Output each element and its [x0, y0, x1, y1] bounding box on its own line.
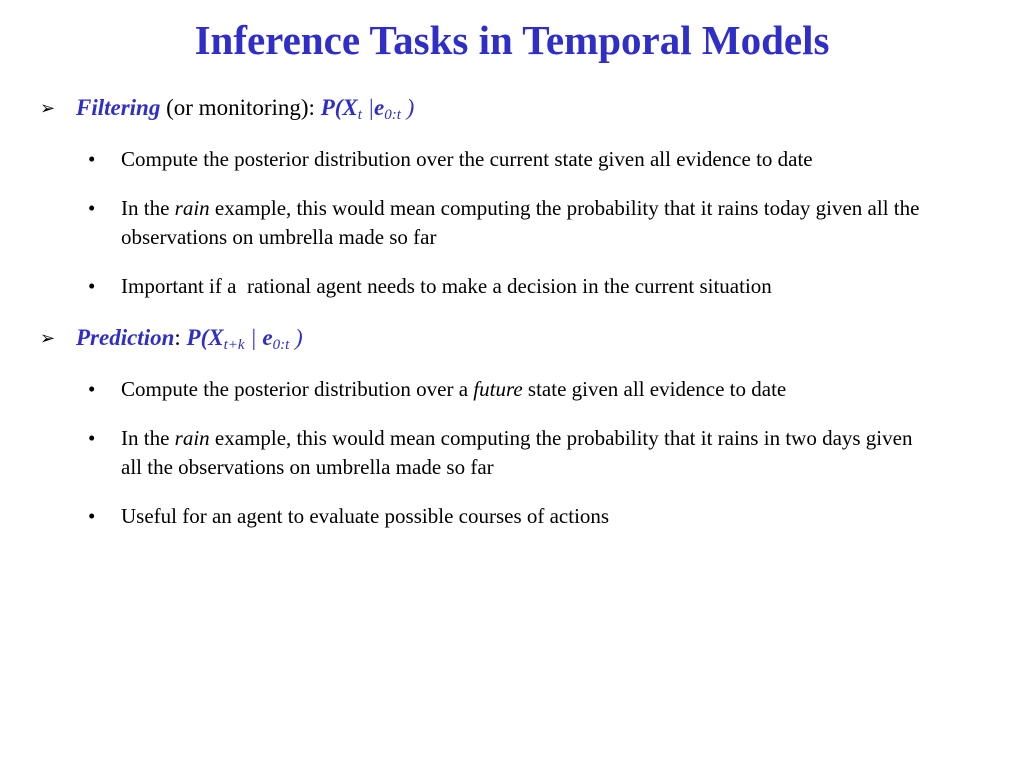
- filtering-formula: $P(X_t$ $|e_{0:t}$ ): [320, 95, 415, 123]
- bullet-text: In the rain example, this would mean computing the probability that it rains in two days given all the observations on umbrella made so far: [121, 426, 918, 479]
- filtering-bullet-3: [88, 272, 988, 301]
- filtering-heading: [40, 94, 414, 122]
- filtering-bullet-2: [88, 194, 988, 252]
- bullet-dot-icon: •: [88, 274, 96, 298]
- bullet-text: Compute the posterior distribution over a future state given all evidence to date: [121, 377, 787, 401]
- bullet-text: Important if a rational agent needs to make a decision in the current situation: [121, 274, 772, 298]
- prediction-formula: $P(X_{t+k}$ | $e_{0:t}$ ): [186, 325, 303, 353]
- bullet-text: Useful for an agent to evaluate possible courses of actions: [121, 504, 610, 528]
- filtering-suffix: (or monitoring):: [160, 95, 321, 120]
- prediction-heading: [40, 324, 303, 352]
- filtering-term: Filtering: [76, 95, 161, 120]
- bullet-text: Compute the posterior distribution over the current state given all evidence to date: [121, 147, 813, 171]
- bullet-dot-icon: •: [88, 377, 96, 401]
- filtering-bullet-1: [88, 145, 988, 174]
- prediction-bullet-1: [88, 375, 988, 404]
- bullet-text: In the rain example, this would mean computing the probability that it rains today given all the observations on umbrella made so far: [121, 196, 925, 249]
- prediction-bullet-3: [88, 502, 988, 531]
- bullet-dot-icon: •: [88, 504, 96, 528]
- prediction-term: Prediction: [76, 325, 175, 350]
- bullet-dot-icon: •: [88, 426, 96, 450]
- arrow-bullet-icon: ➢: [40, 98, 56, 118]
- arrow-bullet-icon: ➢: [40, 328, 56, 348]
- bullet-dot-icon: •: [88, 196, 96, 220]
- bullet-dot-icon: •: [88, 147, 96, 171]
- prediction-suffix: :: [174, 325, 187, 350]
- prediction-bullet-2: [88, 424, 988, 482]
- slide-title: Inference Tasks in Temporal Models: [194, 17, 830, 63]
